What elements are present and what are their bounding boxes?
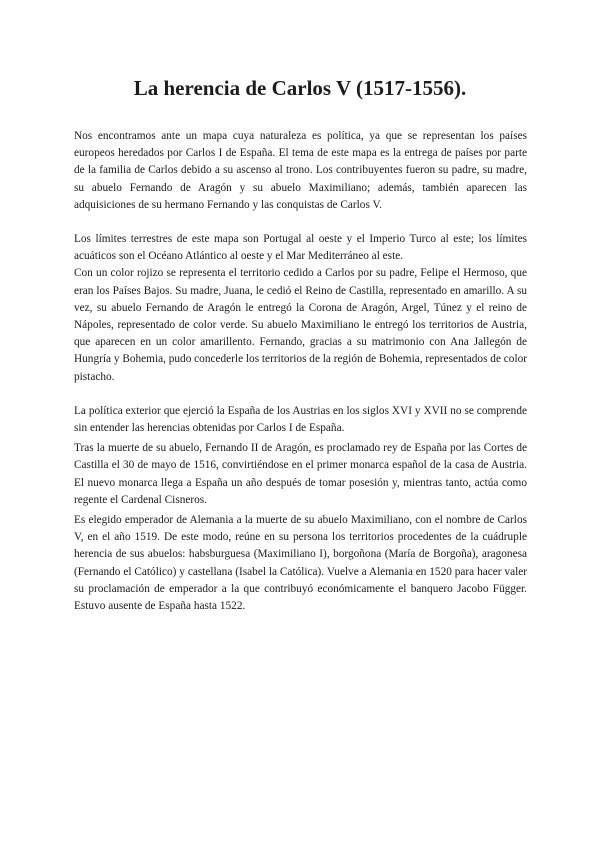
paragraph-limits: Los límites terrestres de este mapa son Portugal al oeste y el Imperio Turco al este; los límites acuáticos son el Océano Atlántico al oeste y el Mar Mediterráneo al este.	[74, 233, 527, 263]
page-title: La herencia de Carlos V (1517-1556).	[133, 76, 467, 100]
document-body	[74, 128, 527, 615]
paragraph-foreign-policy: La política exterior que ejerció la España de los Austrias en los siglos XVI y XVII no se comprende sin entender las herencias obtenidas por Carlos I de España.	[74, 404, 527, 435]
paragraph-emperor: Es elegido emperador de Alemania a la muerte de su abuelo Maximiliano, con el nombre de Carlos V, en el año 1519. De este modo, reúne en su persona los territorios procedentes de la cuádruple herencia de sus abuelos: habsburguesa (Maximiliano I), borgoñona (María de Borgoña), aragonesa (Fernando el Católico) y castellana (Isabel la Católica). Vuelve a Alemania en 1520 para hacer valer su proclamación de emperador a la que contribuyó económicamente el banquero Jacobo Függer. Estuvo ausente de España hasta 1522.	[74, 514, 527, 613]
paragraph-proclamation: Tras la muerte de su abuelo, Fernando II de Aragón, es proclamado rey de España por las Cortes de Castilla el 30 de mayo de 1516, convirtiéndose en el primer monarca español de la casa de Austria. El nuevo monarca llega a España un año después de tomar posesión y, mientras tanto, actúa como regente el Cardenal Cisneros.	[74, 442, 527, 506]
paragraph-territories: Con un color rojizo se representa el territorio cedido a Carlos por su padre, Felipe el Hermoso, que eran los Países Bajos. Su madre, Juana, le cedió el Reino de Castilla, representado en amarillo. A su vez, su abuelo Fernando de Aragón le entregó la Corona de Aragón, Argel, Túnez y el reino de Nápoles, representado de color verde. Su abuelo Maximiliano le entregó los territorios de Austria, que aparecen en un color amarillento. Fernando, gracias a su matrimonio con Ana Jallegón de Hungría y Bohemia, pudo concederle los territorios de la región de Bohemia, representados de color pistacho.	[74, 267, 527, 383]
paragraph-intro: Nos encontramos ante un mapa cuya naturaleza es política, ya que se representan los países europeos heredados por Carlos I de España. El tema de este mapa es la entrega de países por parte de la familia de Carlos debido a su ascenso al trono. Los contribuyentes fueron su padre, su madre, su abuelo Fernando de Aragón y su abuelo Maximiliano; además, también aparecen las adquisiciones de su hermano Fernando y las conquistas de Carlos V.	[74, 130, 527, 211]
